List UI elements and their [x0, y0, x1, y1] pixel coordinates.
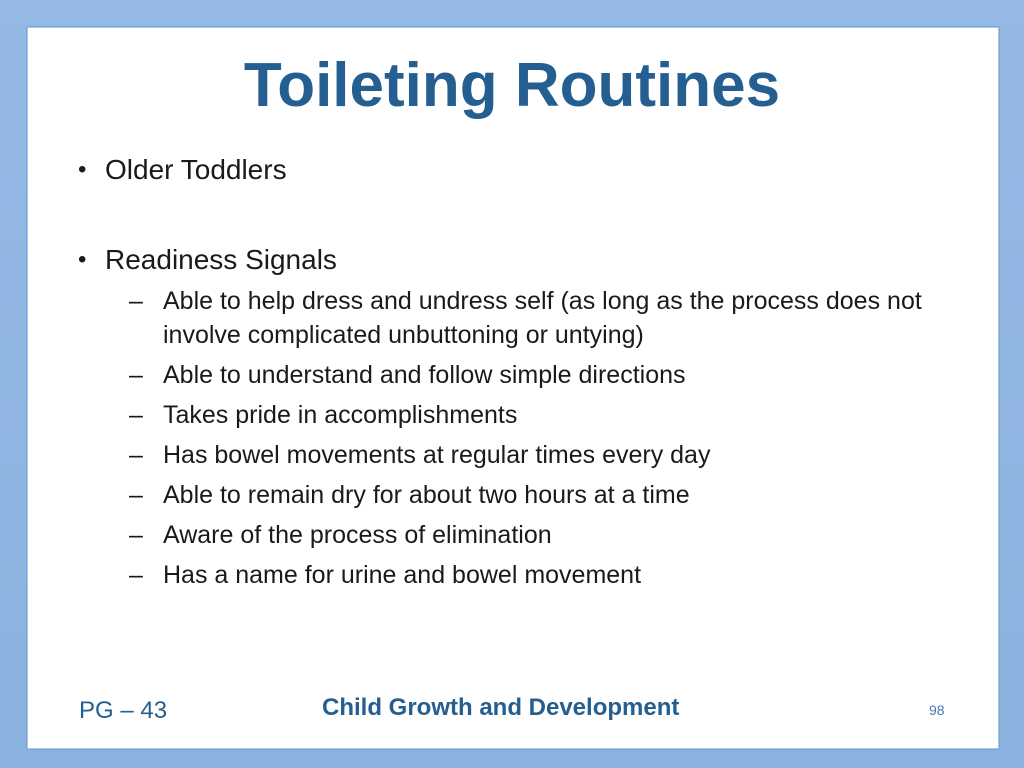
sub-bullet-item — [105, 518, 938, 552]
sub-bullet-text: Takes pride in accomplishments — [163, 401, 518, 429]
dash-marker: – — [129, 287, 143, 315]
sub-bullet-item — [105, 358, 938, 392]
dash-marker: – — [129, 441, 143, 469]
sub-bullet-item — [105, 398, 938, 432]
bullet-text: Readiness Signals — [105, 244, 337, 275]
bullet-text: Older Toddlers — [105, 154, 287, 185]
slide-number: 98 — [929, 702, 945, 718]
dash-marker: – — [129, 561, 143, 589]
dash-marker: – — [129, 521, 143, 549]
dash-marker: – — [129, 361, 143, 389]
bullet-item — [78, 152, 938, 188]
footer-course-title: Child Growth and Development — [322, 694, 680, 721]
sub-bullet-text: Has a name for urine and bowel movement — [163, 561, 642, 589]
slide-title: Toileting Routines — [243, 51, 781, 120]
bullet-item — [78, 242, 938, 592]
sub-bullet-item — [105, 478, 938, 512]
bullet-list — [78, 152, 938, 598]
dash-marker: – — [129, 481, 143, 509]
sub-bullet-item — [105, 284, 938, 352]
footer-page-reference: PG – 43 — [79, 697, 168, 724]
sub-bullet-text: Able to understand and follow simple directions — [163, 361, 686, 389]
dash-marker: – — [129, 401, 143, 429]
sub-bullet-list — [105, 284, 938, 592]
sub-bullet-item — [105, 438, 938, 472]
sub-bullet-text: Has bowel movements at regular times every day — [163, 441, 711, 469]
sub-bullet-text: Able to remain dry for about two hours at a time — [163, 481, 690, 509]
sub-bullet-item — [105, 558, 938, 592]
sub-bullet-text: Able to help dress and undress self (as long as the process does not involve complicated unbuttoning or untying) — [163, 287, 922, 349]
sub-bullet-text: Aware of the process of elimination — [163, 521, 552, 549]
